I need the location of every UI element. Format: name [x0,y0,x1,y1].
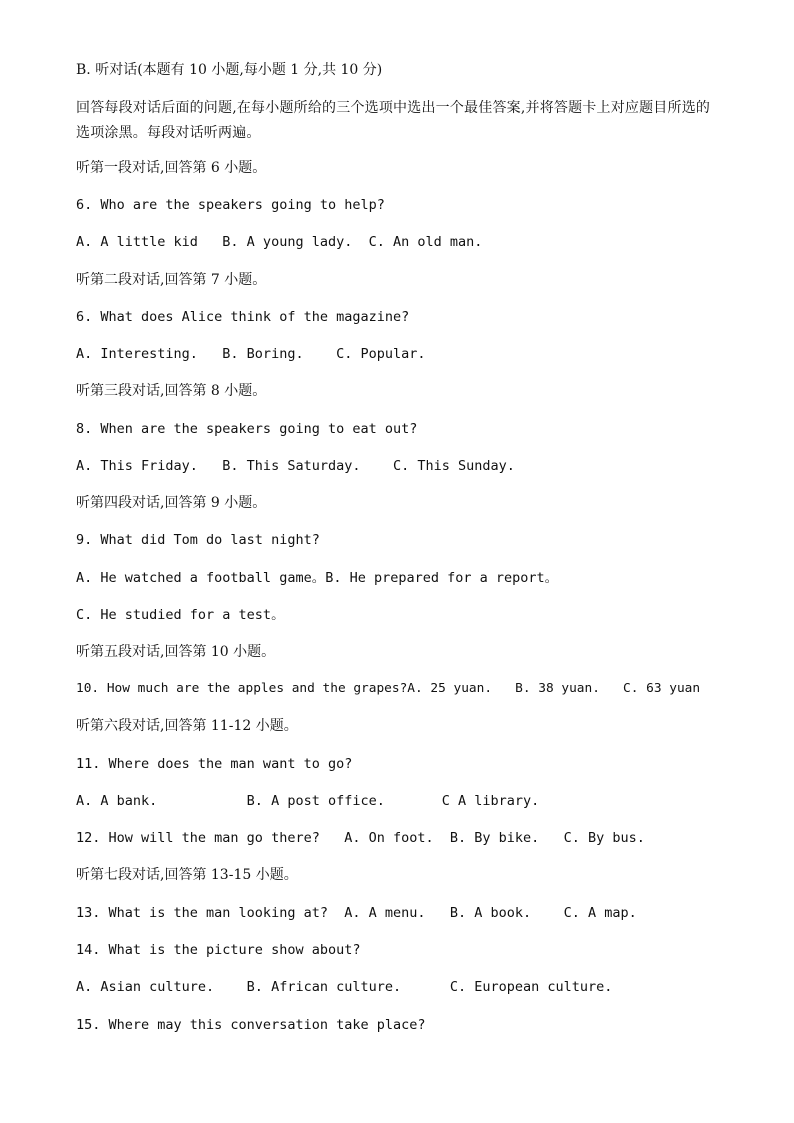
question-15: 15. Where may this conversation take place? [76,1017,426,1033]
question-7-options: A. Interesting. B. Boring. C. Popular. [76,346,426,362]
question-8-options: A. This Friday. B. This Saturday. C. This Sunday. [76,458,515,474]
dialogue-1-heading: 听第一段对话,回答第 6 小题。 [76,160,267,176]
instructions-paragraph: 回答每段对话后面的问题,在每小题所给的三个选项中选出一个最佳答案,并将答题卡上对应题目所选的选项涂黑。每段对话听两遍。 [76,100,711,141]
question-6: 6. Who are the speakers going to help? [76,197,385,213]
dialogue-4-heading: 听第四段对话,回答第 9 小题。 [76,495,267,511]
question-13: 13. What is the man looking at? A. A menu. B. A book. C. A map. [76,905,637,921]
section-title: B. 听对话(本题有 10 小题,每小题 1 分,共 10 分) [76,62,383,78]
question-10: 10. How much are the apples and the grapes?A. 25 yuan. B. 38 yuan. C. 63 yuan [76,681,701,696]
dialogue-5-heading: 听第五段对话,回答第 10 小题。 [76,644,276,660]
dialogue-2-heading: 听第二段对话,回答第 7 小题。 [76,272,267,288]
question-11: 11. Where does the man want to go? [76,756,353,772]
dialogue-6-heading: 听第六段对话,回答第 11-12 小题。 [76,718,298,734]
question-9-options-ab: A. He watched a football game。B. He prepared for a report。 [76,570,559,586]
dialogue-3-heading: 听第三段对话,回答第 8 小题。 [76,383,267,399]
question-9: 9. What did Tom do last night? [76,532,320,548]
question-11-options: A. A bank. B. A post office. C A library. [76,793,540,809]
question-9-option-c: C. He studied for a test。 [76,607,285,623]
question-12: 12. How will the man go there? A. On foot. B. By bike. C. By bus. [76,830,645,846]
question-14: 14. What is the picture show about? [76,942,361,958]
question-14-options: A. Asian culture. B. African culture. C. European culture. [76,979,613,995]
question-6-options: A. A little kid B. A young lady. C. An old man. [76,234,483,250]
dialogue-7-heading: 听第七段对话,回答第 13-15 小题。 [76,867,298,883]
question-7: 6. What does Alice think of the magazine? [76,309,410,325]
question-8: 8. When are the speakers going to eat out? [76,421,418,437]
